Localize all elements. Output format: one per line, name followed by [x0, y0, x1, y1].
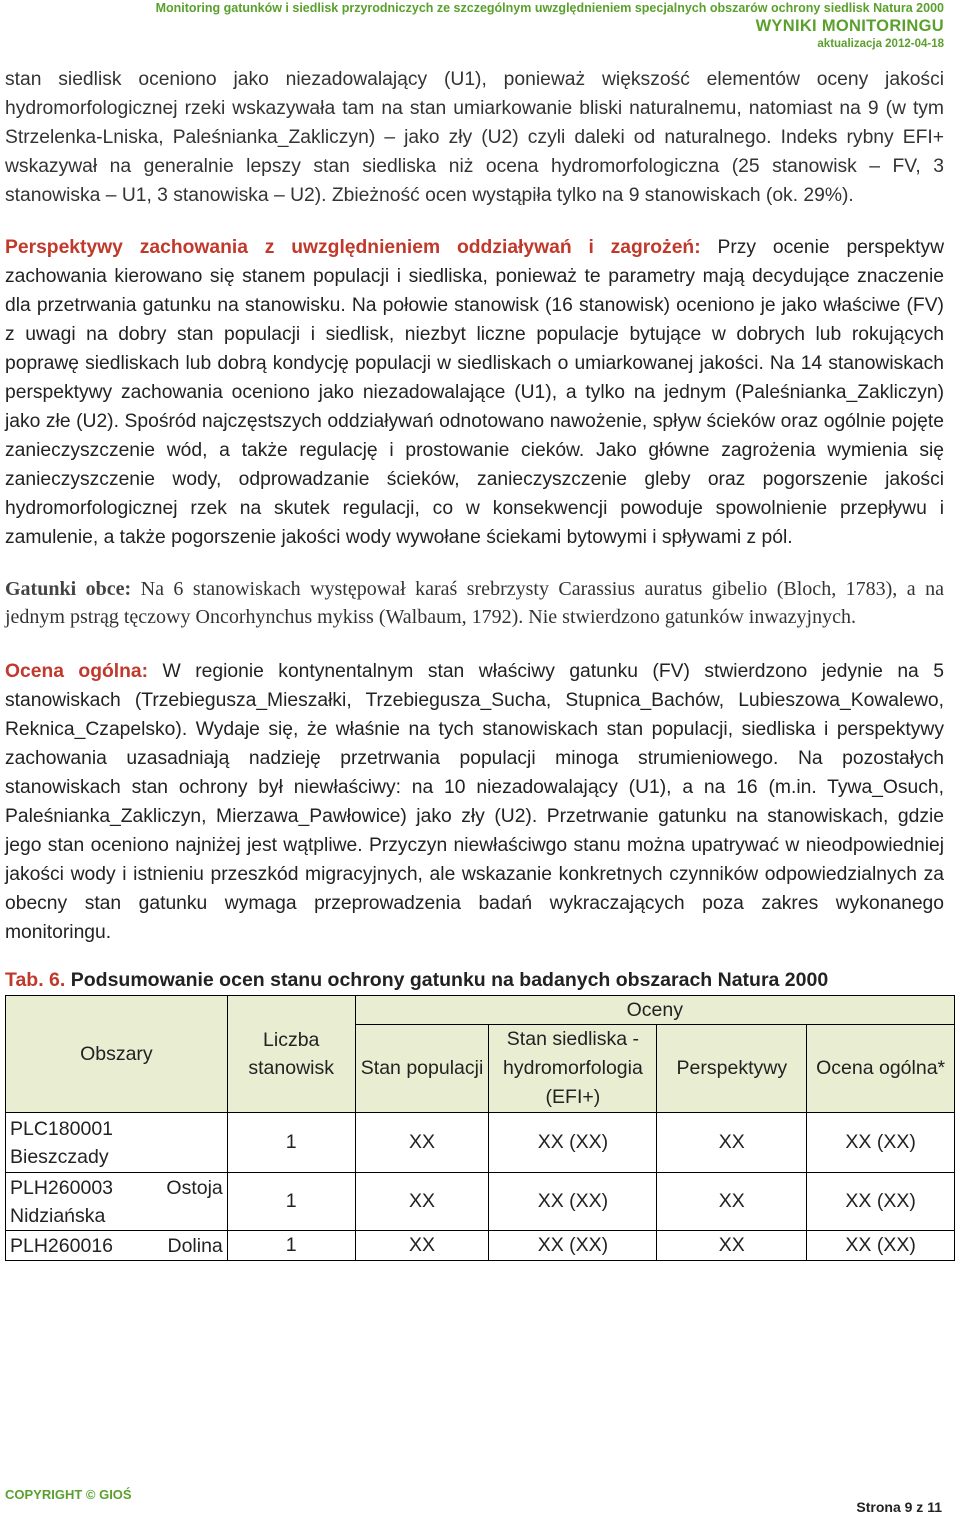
header-prospects: Perspektywy: [657, 1025, 807, 1113]
header-areas: Obszary: [6, 996, 228, 1113]
site-count: 1: [227, 1231, 355, 1261]
paragraph-lead-overall: Ocena ogólna:: [5, 661, 149, 682]
area-name-part: Ostoja: [166, 1176, 223, 1199]
header-project-title: Monitoring gatunków i siedlisk przyrodniczych ze szczególnym uwzględnieniem specjalnych obszarów ochrony siedlisk Natura 2000: [155, 1, 944, 15]
habitat-rating: XX (XX): [489, 1113, 657, 1173]
prospects-text-1: Przy ocenie perspektyw zachowania kierowano się stanem populacji i siedliska, ponieważ te parametry mają decydujące znaczenie dla przetrwania gatunku na stanowisku.: [5, 237, 945, 316]
area-code: PLC180001: [10, 1117, 114, 1140]
overall-text-2: Wydaje się, że właśnie na tych stanowiskach stan populacji, siedliska i perspektywy zachowania uzasadniają nadzieję przetrwania populacji minoga strumieniowego.: [5, 719, 944, 769]
document-body: [5, 65, 944, 1261]
table-row: [6, 1113, 955, 1173]
overall-text-3: Na pozostałych stanowiskach stan ochrony był niewłaściwy: na 10 niezadowalający (U1), a na 16 (m.in. Tywa_Osuch, Paleśnianka_Zakliczyn, Mierzawa_Pawłowice) jako zły (U2).: [5, 748, 944, 827]
area-name: Nidziańska: [10, 1204, 106, 1227]
population-rating: XX: [355, 1231, 489, 1261]
area-name-part: Dolina: [167, 1234, 223, 1257]
area-name: Bieszczady: [10, 1145, 109, 1168]
overall-rating: XX (XX): [807, 1113, 955, 1173]
prospects-rating: XX: [657, 1173, 807, 1231]
table-row: [6, 1173, 955, 1231]
paragraph-lead-prospects: Perspektywy zachowania z uwzględnieniem oddziaływań i zagrożeń:: [5, 237, 701, 258]
habitat-rating: XX (XX): [489, 1173, 657, 1231]
area-code: PLH260003: [10, 1176, 114, 1199]
area-cell: [6, 1231, 228, 1261]
table-caption-number: Tab. 6.: [5, 969, 66, 991]
site-count: 1: [227, 1113, 355, 1173]
prospects-text-3: Na 14 stanowiskach perspektywy zachowania oceniono jako niezadowalające (U1), a tylko na jednym (Paleśnianka_Zakliczyn) jako złe (U2).: [5, 353, 944, 432]
overall-rating: XX (XX): [807, 1231, 955, 1261]
alien-species-text: Na 6 stanowiskach występował karaś srebrzysty Carassius auratus gibelio (Bloch, 1783), a na jednym pstrąg tęczowy Oncorhynchus mykiss (Walbaum, 1792). Nie stwierdzono gatunków inwazyjnych.: [5, 578, 944, 628]
paragraph-lead-alien-species: Gatunki obce:: [5, 578, 132, 600]
area-code: PLH260016: [10, 1234, 114, 1257]
population-rating: XX: [355, 1173, 489, 1231]
prospects-text-2: Na połowie stanowisk (16 stanowisk) oceniono je jako właściwe (FV) z uwagi na dobry stan populacji i siedlisk, niezbyt liczne populacje bytujące w dobrych lub rokujących poprawę siedliskach lub dobrą kondycję populacji w siedliskach o umiarkowanej jakości.: [5, 295, 944, 374]
summary-table: [5, 995, 955, 1261]
table-caption-text: Podsumowanie ocen stanu ochrony gatunku na badanych obszarach Natura 2000: [65, 969, 829, 991]
prospects-text-4: Spośród najczęstszych oddziaływań odnotowano nawożenie, spływ ścieków oraz ogólnie pojęte zanieczyszczenie wód, a także regulację i prostowanie cieków.: [5, 411, 944, 461]
area-cell: [6, 1173, 228, 1231]
header-overall: Ocena ogólna*: [807, 1025, 955, 1113]
header-site-count: Liczba stanowisk: [227, 996, 355, 1113]
population-rating: XX: [355, 1113, 489, 1173]
overall-rating: XX (XX): [807, 1173, 955, 1231]
footer-page-number: Strona 9 z 11: [856, 1499, 942, 1515]
paragraph-alien-species: [5, 576, 944, 631]
overall-text-4: Przetrwanie gatunku na stanowiskach, gdzie jego stan oceniono najniżej jest wątpliwe.: [5, 806, 944, 856]
paragraph-overall-assessment: [5, 657, 944, 947]
table-row: [6, 1231, 955, 1261]
paragraph-conservation-prospects: [5, 233, 944, 552]
footer-copyright: COPYRIGHT © GIOŚ: [5, 1487, 132, 1502]
prospects-rating: XX: [657, 1231, 807, 1261]
habitat-rating: XX (XX): [489, 1231, 657, 1261]
page-header: [156, 0, 944, 50]
overall-text-1: W regionie kontynentalnym stan właściwy gatunku (FV) stwierdzono jedynie na 5 stanowiskach (Trzebiegusza_Mieszałki, Trzebiegusza_Sucha, Stupnica_Bachów, Lubieszowa_Kowalewo, Reknica_Czapelsko).: [5, 661, 944, 740]
header-population-status: Stan populacji: [355, 1025, 489, 1113]
prospects-rating: XX: [657, 1113, 807, 1173]
header-habitat-status: Stan siedliska - hydromorfologia (EFI+): [489, 1025, 657, 1113]
area-cell: [6, 1113, 228, 1173]
table-caption: [5, 969, 944, 992]
header-section-title: WYNIKI MONITORINGU: [755, 17, 944, 35]
paragraph-habitat-assessment: stan siedlisk oceniono jako niezadowalający (U1), ponieważ większość elementów oceny jakości hydromorfologicznej rzeki wskazywała tam na stan umiarkowanie bliski naturalnemu, natomiast na 9 (w tym Strzelenka-Lniska, Paleśnianka_Zakliczyn) – jako zły (U2) czyli daleki od naturalnego. Indeks rybny EFI+ wskazywał na generalnie lepszy stan siedliska niż ocena hydromorfologiczna (25 stanowisk – FV, 3 stanowiska – U1, 3 stanowiska – U2). Zbieżność ocen wystąpiła tylko na 9 stanowiskach (ok. 29%).: [5, 69, 944, 206]
prospects-text-5: Jako główne zagrożenia wymienia się zanieczyszczenie wody, odprowadzanie ścieków, zanieczyszczenie gleby oraz pogorszenie jakości hydromorfologicznej rzek na skutek regulacji, co w konsekwencji powoduje spowolnienie przepływu i zamulenie, a także pogorszenie jakości wody wywołane ściekami bytowymi i spływami z pól.: [5, 440, 945, 548]
header-update-date: aktualizacja 2012-04-18: [817, 38, 944, 50]
header-assessments: Oceny: [355, 996, 954, 1025]
overall-text-5: Przyczyn niewłaściwgo stanu można upatrywać w nieodpowiedniej jakości wody i istnieniu przeszkód migracyjnych, ale wskazanie konkretnych czynników odpowiedzialnych za obecny stan gatunku wymaga przeprowadzenia badań wykraczających poza zakres wykonanego monitoringu.: [5, 835, 945, 943]
site-count: 1: [227, 1173, 355, 1231]
